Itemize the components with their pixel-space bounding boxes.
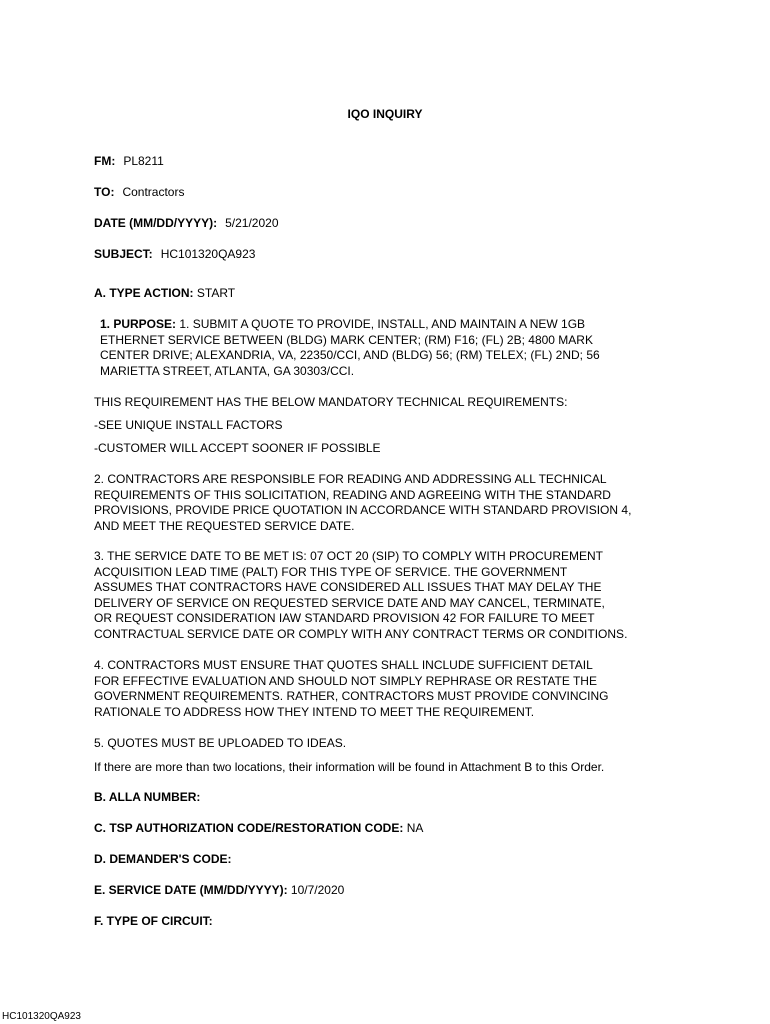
purpose-text: 1. SUBMIT A QUOTE TO PROVIDE, INSTALL, AND MAINTAIN A NEW 1GB ETHERNET SERVICE BETWEEN (BLDG) MARK CENTER; (RM) F16; (FL) 2B; 4800 MARK CENTER DRIVE; ALEXANDRIA, VA, 22350/CCI, AND (BLDG) 56; (RM) TELEX; (FL) 2ND; 56 MARIETTA STREET, ATLANTA, GA 30303/CCI. bbox=[100, 317, 600, 378]
alla-section bbox=[94, 790, 200, 806]
subject-label: SUBJECT: bbox=[94, 247, 153, 261]
circuit-section bbox=[94, 914, 213, 930]
tsp-label: C. TSP AUTHORIZATION CODE/RESTORATION CODE: bbox=[94, 821, 404, 835]
paragraph-2: 2. CONTRACTORS ARE RESPONSIBLE FOR READING AND ADDRESSING ALL TECHNICAL REQUIREMENTS OF THIS SOLICITATION, READING AND AGREEING WITH THE STANDARD PROVISIONS, PROVIDE PRICE QUOTATION IN ACCORDANCE WITH STANDARD PROVISION 4, AND MEET THE REQUESTED SERVICE DATE. bbox=[94, 472, 632, 533]
document-title: IQO INQUIRY bbox=[347, 107, 423, 121]
alla-label: B. ALLA NUMBER: bbox=[94, 790, 201, 804]
from-field bbox=[94, 154, 164, 170]
demander-section bbox=[94, 852, 232, 868]
to-field bbox=[94, 185, 184, 201]
paragraph-3: 3. THE SERVICE DATE TO BE MET IS: 07 OCT 20 (SIP) TO COMPLY WITH PROCUREMENT ACQUISITION LEAD TIME (PALT) FOR THIS TYPE OF SERVICE. THE GOVERNMENT ASSUMES THAT CONTRACTORS HAVE CONSIDERED ALL ISSUES THAT MAY DELAY THE DELIVERY OF SERVICE ON REQUESTED SERVICE DATE AND MAY CANCEL, TERMINATE, OR REQUEST CONSIDERATION IAW STANDARD PROVISION 42 FOR FAILURE TO MEET CONTRACTUAL SERVICE DATE OR COMPLY WITH ANY CONTRACT TERMS OR CONDITIONS. bbox=[94, 549, 628, 641]
subject-field bbox=[94, 247, 255, 263]
subject-value: HC101320QA923 bbox=[160, 247, 256, 261]
type-action-label: A. TYPE ACTION: bbox=[94, 286, 194, 300]
locations-note: If there are more than two locations, their information will be found in Attachment B to this Order. bbox=[94, 760, 605, 774]
type-action-value: START bbox=[196, 286, 236, 300]
tsp-section bbox=[94, 821, 423, 837]
demander-label: D. DEMANDER'S CODE: bbox=[94, 852, 232, 866]
service-date-label: E. SERVICE DATE (MM/DD/YYYY): bbox=[94, 883, 288, 897]
to-label: TO: bbox=[94, 185, 115, 199]
from-value: PL8211 bbox=[123, 154, 164, 168]
footer-document-id: HC101320QA923 bbox=[2, 1011, 81, 1022]
paragraph-5: 5. QUOTES MUST BE UPLOADED TO IDEAS. bbox=[94, 736, 347, 750]
requirements-intro: THIS REQUIREMENT HAS THE BELOW MANDATORY TECHNICAL REQUIREMENTS: bbox=[94, 395, 568, 409]
requirement-item: -CUSTOMER WILL ACCEPT SOONER IF POSSIBLE bbox=[94, 441, 381, 455]
date-value: 5/21/2020 bbox=[225, 216, 279, 230]
service-date-value: 10/7/2020 bbox=[290, 883, 345, 897]
purpose-label: 1. PURPOSE: bbox=[100, 317, 177, 331]
service-date-section bbox=[94, 883, 344, 899]
date-field bbox=[94, 216, 279, 232]
from-label: FM: bbox=[94, 154, 116, 168]
requirement-item: -SEE UNIQUE INSTALL FACTORS bbox=[94, 418, 283, 432]
type-action-section bbox=[94, 286, 235, 302]
circuit-label: F. TYPE OF CIRCUIT: bbox=[94, 914, 213, 928]
purpose-paragraph bbox=[100, 317, 700, 379]
date-label: DATE (MM/DD/YYYY): bbox=[94, 216, 218, 230]
paragraph-4: 4. CONTRACTORS MUST ENSURE THAT QUOTES SHALL INCLUDE SUFFICIENT DETAIL FOR EFFECTIVE EVALUATION AND SHOULD NOT SIMPLY REPHRASE OR RESTATE THE GOVERNMENT REQUIREMENTS. RATHER, CONTRACTORS MUST PROVIDE CONVINCING RATIONALE TO ADDRESS HOW THEY INTEND TO MEET THE REQUIREMENT. bbox=[94, 658, 609, 719]
to-value: Contractors bbox=[122, 185, 185, 199]
tsp-value: NA bbox=[406, 821, 424, 835]
